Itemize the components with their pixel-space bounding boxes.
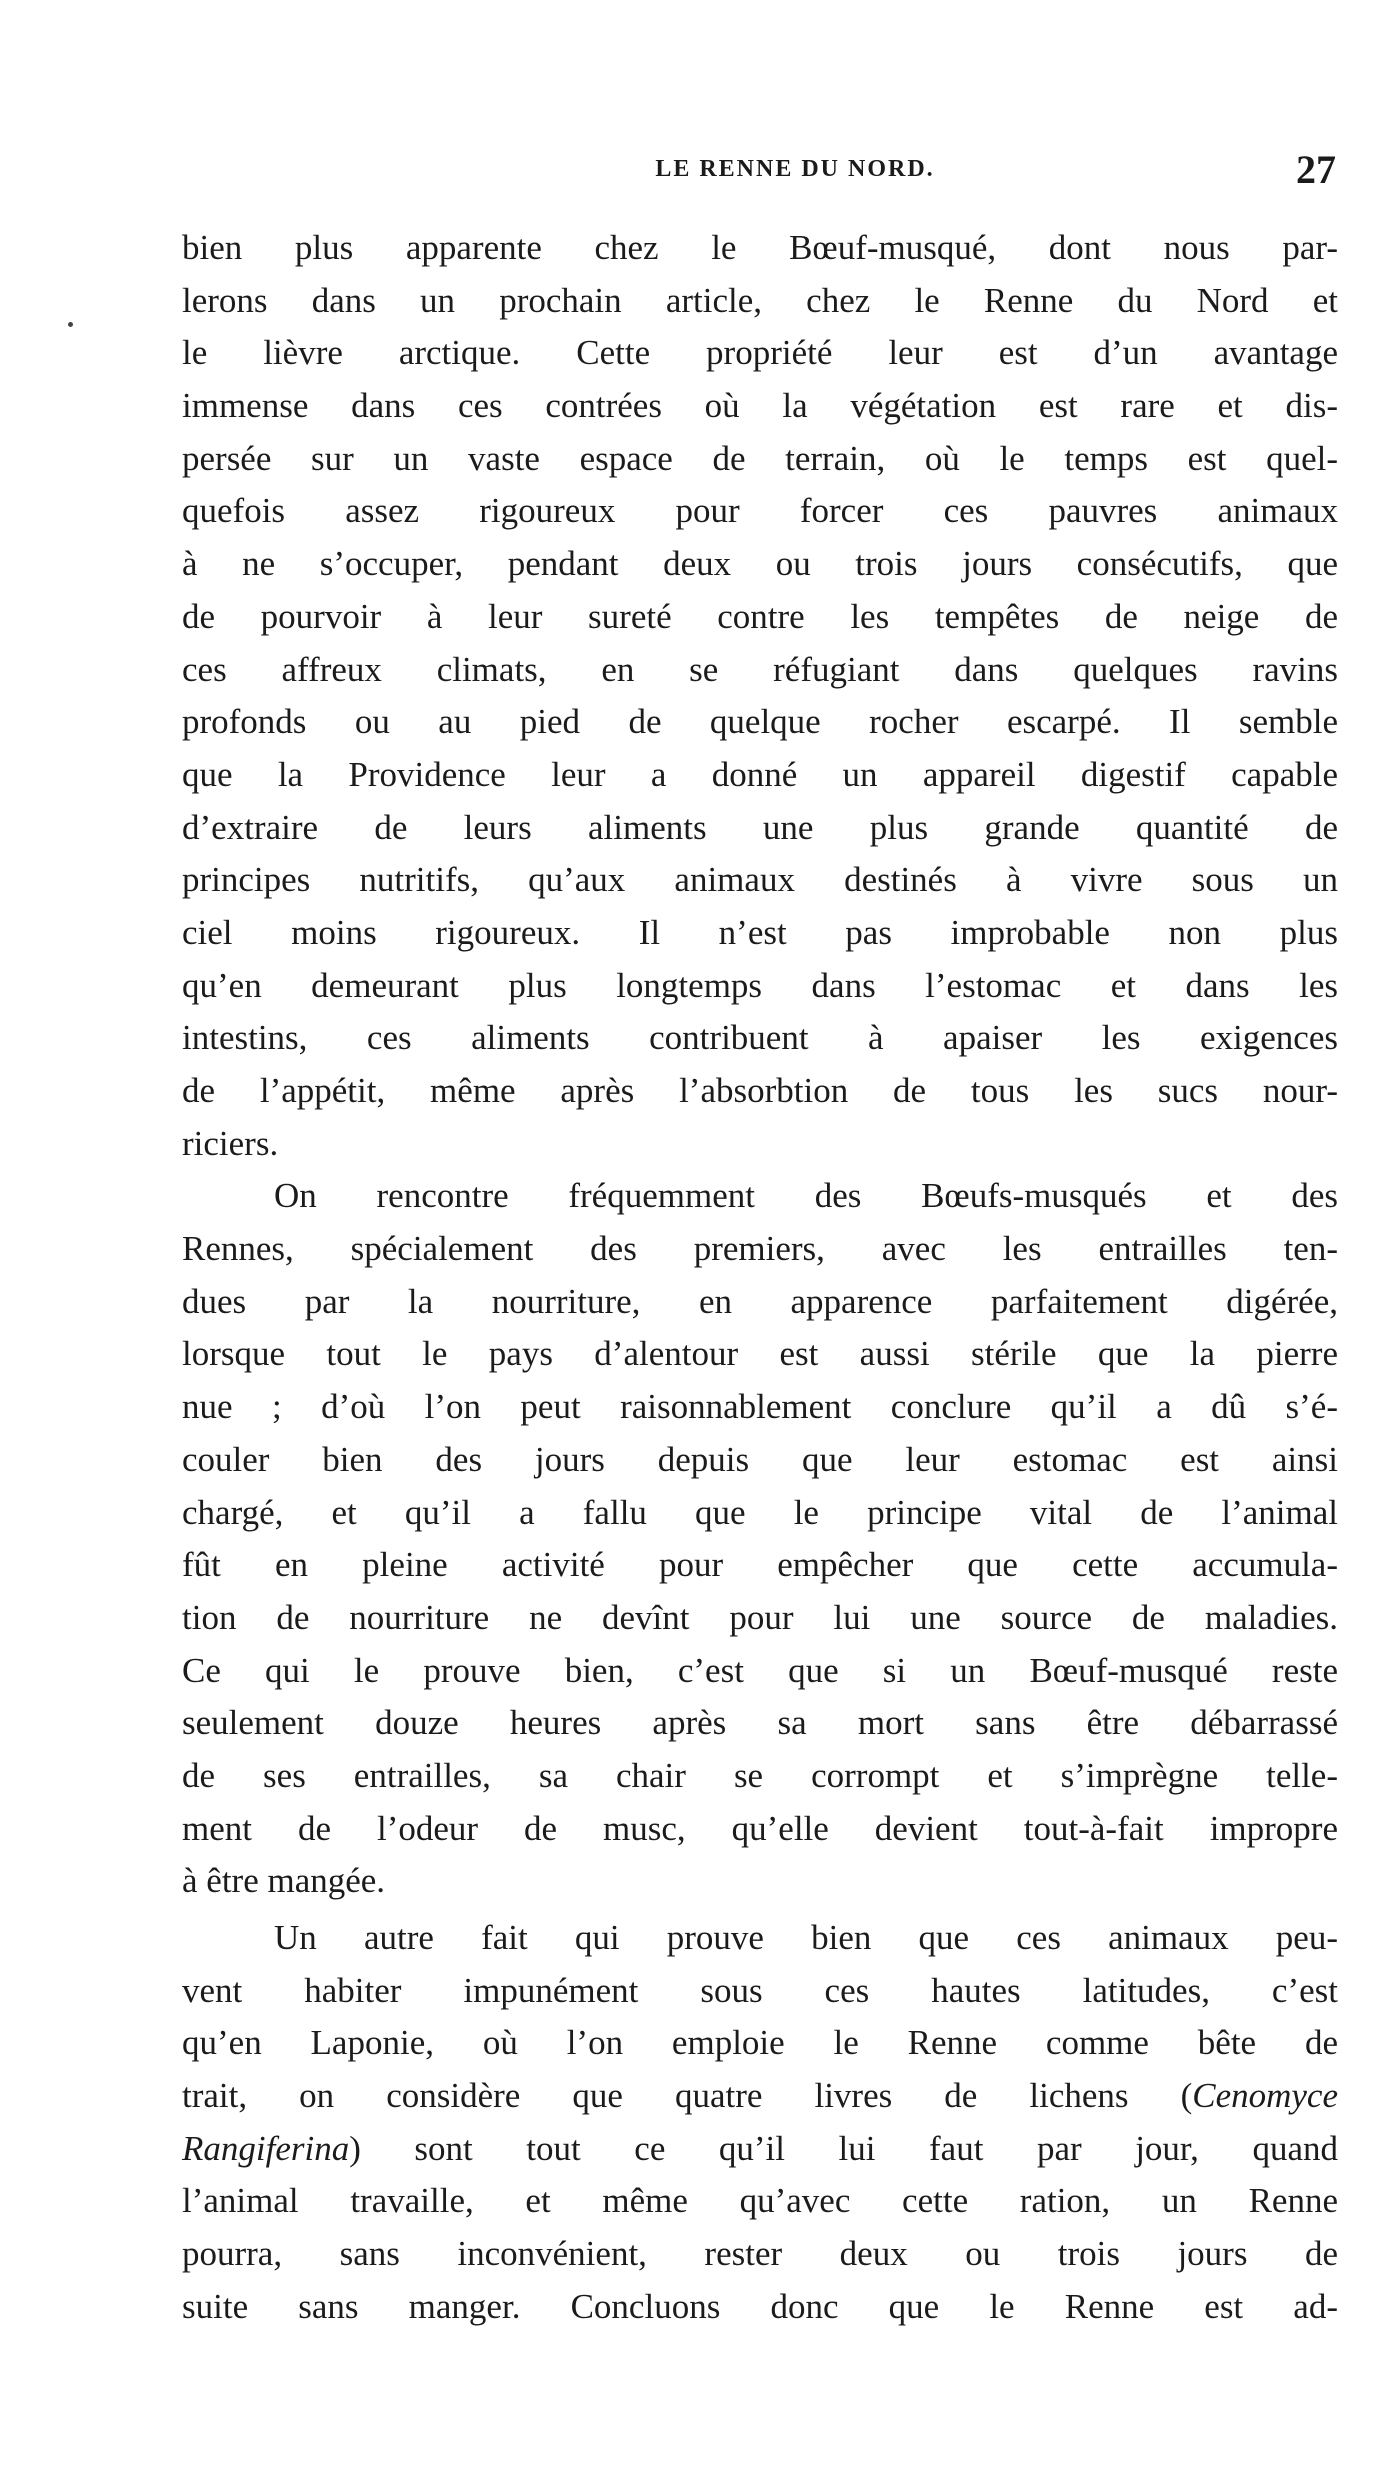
text-line: ces affreux climats, en se réfugiant dans quelques ravins	[182, 649, 1338, 689]
text-line: On rencontre fréquemment des Bœufs-musqués et des	[274, 1176, 1338, 1216]
text-line	[182, 2070, 1338, 2123]
paragraph	[182, 222, 1338, 1170]
text-run: trait, on considère que quatre livres de lichens (	[182, 2076, 1193, 2116]
text-line: d’extraire de leurs aliments une plus grande quantité de	[182, 807, 1338, 847]
text-line: seulement douze heures après sa mort sans être débarrassé	[182, 1703, 1338, 1743]
text-line	[182, 2123, 1338, 2176]
text-line: lerons dans un prochain article, chez le Renne du Nord et	[182, 280, 1338, 320]
running-header	[182, 147, 1338, 194]
text-line: couler bien des jours depuis que leur estomac est ainsi	[182, 1439, 1338, 1479]
species-name-italic: Rangiferina	[182, 2128, 350, 2168]
text-line: fût en pleine activité pour empêcher que cette accumula-	[182, 1545, 1338, 1585]
paragraph	[182, 1912, 1338, 2334]
text-line: quefois assez rigoureux pour forcer ces pauvres animaux	[182, 491, 1338, 531]
text-line: tion de nourriture ne devînt pour lui une source de maladies.	[182, 1597, 1338, 1637]
text-line: immense dans ces contrées où la végétation est rare et dis-	[182, 386, 1338, 426]
text-line: qu’en Laponie, où l’on emploie le Renne comme bête de	[182, 2023, 1338, 2063]
text-line: que la Providence leur a donné un appareil digestif capable	[182, 754, 1338, 794]
text-run: ) sont tout ce qu’il lui faut par jour, quand	[349, 2128, 1338, 2168]
body-text	[182, 222, 1338, 2334]
ink-speck	[68, 322, 73, 327]
text-line: à ne s’occuper, pendant deux ou trois jours consécutifs, que	[182, 544, 1338, 584]
text-line: persée sur un vaste espace de terrain, où le temps est quel-	[182, 438, 1338, 478]
text-line: l’animal travaille, et même qu’avec cette ration, un Renne	[182, 2181, 1338, 2221]
text-line: qu’en demeurant plus longtemps dans l’estomac et dans les	[182, 965, 1338, 1005]
text-line: riciers.	[182, 1123, 279, 1163]
text-line: de pourvoir à leur sureté contre les tempêtes de neige de	[182, 596, 1338, 636]
text-line: bien plus apparente chez le Bœuf-musqué, dont nous par-	[182, 228, 1338, 267]
species-name-italic: Cenomyce	[1192, 2076, 1338, 2116]
text-line: lorsque tout le pays d’alentour est aussi stérile que la pierre	[182, 1334, 1338, 1374]
text-line: suite sans manger. Concluons donc que le Renne est ad-	[182, 2286, 1338, 2326]
text-line: dues par la nourriture, en apparence parfaitement digérée,	[182, 1281, 1338, 1321]
text-line: Rennes, spécialement des premiers, avec les entrailles ten-	[182, 1229, 1338, 1269]
running-title: LE RENNE DU NORD.	[655, 156, 935, 182]
text-line: de l’appétit, même après l’absorbtion de tous les sucs nour-	[182, 1071, 1338, 1110]
text-line: chargé, et qu’il a fallu que le principe vital de l’animal	[182, 1492, 1338, 1532]
text-line: vent habiter impunément sous ces hautes latitudes, c’est	[182, 1970, 1338, 2010]
text-line: le lièvre arctique. Cette propriété leur est d’un avantage	[182, 333, 1338, 373]
text-line: ciel moins rigoureux. Il n’est pas improbable non plus	[182, 912, 1338, 952]
text-line: ment de l’odeur de musc, qu’elle devient tout-à-fait impropre	[182, 1808, 1338, 1848]
text-line: principes nutritifs, qu’aux animaux destinés à vivre sous un	[182, 860, 1338, 900]
text-line: Ce qui le prouve bien, c’est que si un Bœuf-musqué reste	[182, 1650, 1338, 1690]
text-line: pourra, sans inconvénient, rester deux ou trois jours de	[182, 2234, 1338, 2274]
page-number: 27	[1296, 147, 1336, 192]
text-line: Un autre fait qui prouve bien que ces animaux peu-	[274, 1918, 1338, 1957]
text-line: nue ; d’où l’on peut raisonnablement conclure qu’il a dû s’é-	[182, 1387, 1338, 1427]
text-line: de ses entrailles, sa chair se corrompt et s’imprègne telle-	[182, 1755, 1338, 1795]
paragraph	[182, 1170, 1338, 1908]
text-line: à être mangée.	[182, 1861, 386, 1901]
text-line: intestins, ces aliments contribuent à apaiser les exigences	[182, 1018, 1338, 1058]
text-line: profonds ou au pied de quelque rocher escarpé. Il semble	[182, 702, 1338, 742]
